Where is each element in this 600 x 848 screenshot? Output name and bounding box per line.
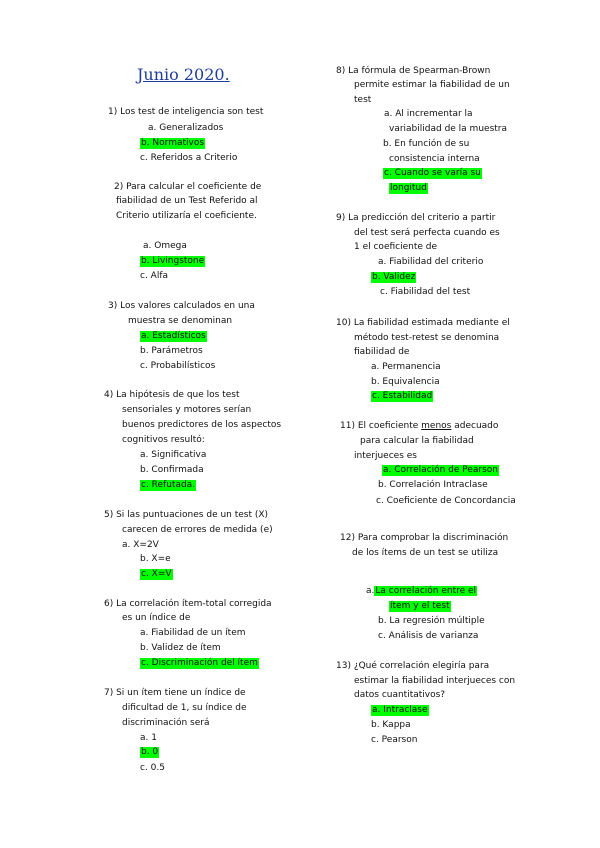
question-8-option-a-cont: variabilidad de la muestra — [389, 124, 508, 134]
question-6-option-b: b. Validez de ítem — [140, 643, 221, 653]
question-6-option-a: a. Fiabilidad de un ítem — [140, 628, 246, 638]
question-9-text: 1 el coeficiente de — [354, 242, 438, 252]
question-12-text: de los ítems de un test se utiliza — [352, 548, 499, 558]
question-5-option-a: a. X=2V — [122, 540, 159, 550]
question-1-option-a: a. Generalizados — [148, 123, 224, 133]
question-2-option-c: c. Alfa — [140, 271, 169, 281]
question-12-text: 12) Para comprobar la discriminación — [340, 533, 509, 543]
question-5-option-b: b. X=e — [140, 554, 171, 564]
question-6-text: 6) La correlación ítem-total corregida — [104, 599, 272, 609]
question-8-text: test — [354, 95, 372, 105]
page-title: Junio 2020. — [137, 65, 230, 84]
question-8-text: 8) La fórmula de Spearman-Brown — [336, 66, 491, 76]
question-2-option-a: a. Omega — [143, 241, 187, 251]
question-7-option-c: c. 0.5 — [140, 763, 165, 773]
question-12-option-b: b. La regresión múltiple — [378, 616, 485, 626]
question-9-option-b-answer: b. Validez — [372, 272, 416, 282]
question-8-option-a: a. Al incrementar la — [384, 109, 473, 119]
question-11-option-a-answer: a. Correlación de Pearson — [383, 465, 499, 475]
question-2-text: Criterio utilizaría el coeficiente. — [116, 211, 257, 221]
question-1-option-b-answer: b. Normativos — [141, 138, 205, 148]
question-12-option-c: c. Análisis de varianza — [378, 631, 479, 641]
question-4-text: 4) La hipótesis de que los test — [104, 390, 240, 400]
question-1-option-c: c. Referidos a Criterio — [140, 153, 238, 163]
question-10-text: fiabilidad de — [354, 347, 410, 357]
question-11-text: interjueces es — [354, 451, 417, 461]
question-10-option-b: b. Equivalencia — [371, 377, 440, 387]
question-13-option-a-answer: a. Intraclase — [372, 705, 428, 715]
question-4-text: sensoriales y motores serían — [122, 405, 252, 415]
question-10-option-a: a. Permanencia — [371, 362, 441, 372]
question-7-text: 7) Si un ítem tiene un índice de — [104, 688, 246, 698]
question-3-option-a-answer: a. Estadísticos — [141, 331, 206, 341]
question-1-text: 1) Los test de inteligencia son test — [108, 107, 264, 117]
question-3-text: 3) Los valores calculados en una — [108, 301, 255, 311]
question-10-option-c-answer: c. Estabilidad — [372, 391, 433, 401]
question-7-text: dificultad de 1, su índice de — [122, 703, 247, 713]
question-9-text: del test será perfecta cuando es — [354, 228, 500, 238]
question-5-text: carecen de errores de medida (e) — [122, 525, 273, 535]
question-2-option-b-answer: b. Livingstone — [141, 256, 205, 266]
question-9-option-c: c. Fiabilidad del test — [380, 287, 471, 297]
question-12-option-a-highlight: La correlación entre el — [375, 586, 477, 596]
question-5-text: 5) Si las puntuaciones de un test (X) — [104, 510, 269, 520]
question-8-option-c-answer: c. Cuando se varía su — [384, 168, 481, 178]
underlined-word: menos — [421, 421, 452, 431]
question-4-option-b: b. Confirmada — [140, 465, 204, 475]
question-12-option-a-answer: a.La correlación entre el — [366, 586, 477, 596]
question-10-text: método test-retest se denomina — [354, 333, 500, 343]
question-6-text: es un índice de — [122, 613, 191, 623]
question-10-text: 10) La fiabilidad estimada mediante el — [336, 318, 510, 328]
question-3-text: muestra se denominan — [128, 316, 233, 326]
question-13-text: 13) ¿Qué correlación elegiría para — [336, 661, 490, 671]
question-8-option-b-cont: consistencia interna — [389, 154, 480, 164]
question-8-text: permite estimar la fiabilidad de un — [354, 80, 510, 90]
question-9-option-a: a. Fiabilidad del criterio — [378, 257, 484, 267]
question-4-text: buenos predictores de los aspectos — [122, 420, 282, 430]
question-8-option-b: b. En función de su — [383, 139, 470, 149]
question-7-text: discriminación será — [122, 718, 210, 728]
question-5-option-c-answer: c. X=V — [141, 569, 172, 579]
question-13-text: estimar la fiabilidad interjueces con — [354, 676, 516, 686]
question-12-option-a-answer-cont: ítem y el test — [390, 601, 450, 611]
question-4-option-a: a. Significativa — [140, 450, 207, 460]
question-2-text: fiabilidad de un Test Referido al — [116, 196, 258, 206]
question-11-text: para calcular la fiabilidad — [360, 436, 474, 446]
question-11-option-b: b. Correlación Intraclase — [378, 480, 488, 490]
question-13-option-b: b. Kappa — [371, 720, 411, 730]
question-3-option-c: c. Probabilísticos — [140, 361, 216, 371]
question-4-option-c-answer: c. Refutada. — [141, 480, 196, 490]
question-7-option-a: a. 1 — [140, 733, 157, 743]
question-2-text: 2) Para calcular el coeficiente de — [114, 182, 262, 192]
question-7-option-b-answer: b. 0 — [141, 747, 159, 757]
question-11-text: 11) El coeficiente menos adecuado — [340, 421, 499, 431]
question-4-text: cognitivos resultó: — [122, 435, 205, 445]
question-13-text: datos cuantitativos? — [354, 690, 446, 700]
question-3-option-b: b. Parámetros — [140, 346, 203, 356]
question-11-option-c: c. Coeficiente de Concordancia — [376, 496, 516, 506]
question-13-option-c: c. Pearson — [371, 735, 418, 745]
question-8-option-c-answer-cont: longitud — [390, 183, 427, 193]
question-9-text: 9) La predicción del criterio a partir — [336, 213, 496, 223]
question-6-option-c-answer: c. Discriminación del ítem — [141, 658, 258, 668]
